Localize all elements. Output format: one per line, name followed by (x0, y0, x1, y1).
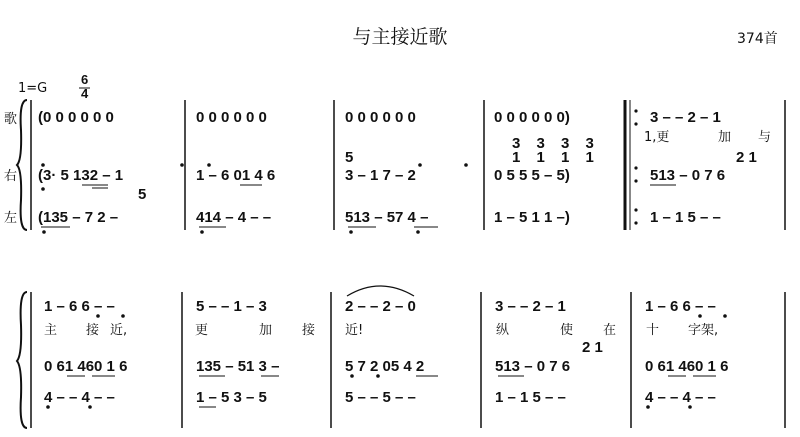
right-hand-measure: 3 – 1 7 – 2 (345, 167, 416, 184)
right-lower-voice: 5 (138, 186, 147, 203)
left-hand-measure: 513 – 57 4 – (345, 209, 429, 226)
melody-measure: 3 – – 2 – 1 (650, 109, 721, 126)
lyric-word: 字架, (688, 323, 719, 338)
left-hand-measure: 5 – – 5 – – (345, 389, 416, 406)
left-hand-measure: 1 – 5 1 1 –) (494, 209, 570, 226)
part-label-melody: 歌 (4, 112, 18, 127)
tie-arc (347, 286, 414, 296)
right-upper-voice: 3 3 3 3 (512, 135, 594, 152)
lyric-word: 纵 (496, 323, 510, 338)
right-hand-measure: 513 – 0 7 6 (495, 358, 571, 375)
time-signature-bottom: 4 (81, 86, 89, 101)
left-hand-measure: (135 – 7 2 – (38, 209, 119, 226)
lyric-word: 主 (44, 323, 58, 338)
left-hand-measure: 1 – 1 5 – – (650, 209, 721, 226)
lyric-word: 1,更 (644, 130, 670, 145)
part-label-right: 右 (4, 169, 18, 184)
left-hand-measure: 1 – 1 5 – – (495, 389, 566, 406)
song-title: 与主接近歌 (352, 26, 448, 48)
melody-measure: (0 0 0 0 0 0 (38, 109, 114, 126)
right-upper-voice: 2 1 (736, 149, 757, 166)
right-hand-measure: 0 5 5 5 – 5) (494, 167, 570, 184)
part-label-left: 左 (4, 211, 18, 226)
right-hand-measure: 135 – 51 3 – (196, 358, 280, 375)
right-hand-measure: 5 7 2 05 4 2 (345, 358, 425, 375)
right-hand-measure: 0 61 460 1 6 (44, 358, 128, 375)
system2-brace (17, 292, 27, 428)
lyric-word: 近, (110, 323, 128, 338)
lyric-word: 加 (718, 130, 732, 145)
left-hand-measure: 4 – – 4 – – (44, 389, 115, 406)
system1-brace (17, 100, 27, 230)
melody-measure: 3 – – 2 – 1 (495, 298, 566, 315)
lyric-word: 使 (560, 323, 574, 338)
lyric-word: 加 (259, 323, 273, 338)
melody-measure: 0 0 0 0 0 0 (345, 109, 416, 126)
melody-measure: 1 – 6 6 – – (44, 298, 115, 315)
key-signature: 1=G (18, 81, 48, 96)
lyric-word: 与 (758, 130, 772, 145)
right-hand-measure: 0 61 460 1 6 (645, 358, 729, 375)
system1-repeat-barline (625, 100, 638, 230)
right-hand-measure: 1 – 6 01 4 6 (196, 167, 276, 184)
right-hand-measure: (3· 5 132 – 1 (38, 167, 124, 184)
right-upper-voice: 2 1 (582, 339, 603, 356)
right-upper-voice: 5 (345, 149, 354, 166)
melody-measure: 5 – – 1 – 3 (196, 298, 267, 315)
time-signature-top: 6 (81, 72, 89, 87)
right-hand-measure: 513 – 0 7 6 (650, 167, 726, 184)
hymn-number: 374首 (737, 31, 778, 47)
lyric-word: 近! (345, 323, 364, 338)
lyric-word: 接 (86, 323, 100, 338)
lyric-word: 在 (603, 323, 617, 338)
melody-measure: 0 0 0 0 0 0 (196, 109, 267, 126)
right-upper-voice: 1 1 1 1 (512, 149, 594, 166)
lyric-word: 十 (646, 323, 660, 338)
left-hand-measure: 1 – 5 3 – 5 (196, 389, 267, 406)
melody-measure: 2 – – 2 – 0 (345, 298, 416, 315)
left-hand-measure: 4 – – 4 – – (645, 389, 716, 406)
lyric-word: 更 (195, 323, 209, 338)
melody-measure: 1 – 6 6 – – (645, 298, 716, 315)
melody-measure: 0 0 0 0 0 0) (494, 109, 570, 126)
lyric-word: 接 (302, 323, 316, 338)
left-hand-measure: 414 – 4 – – (196, 209, 272, 226)
